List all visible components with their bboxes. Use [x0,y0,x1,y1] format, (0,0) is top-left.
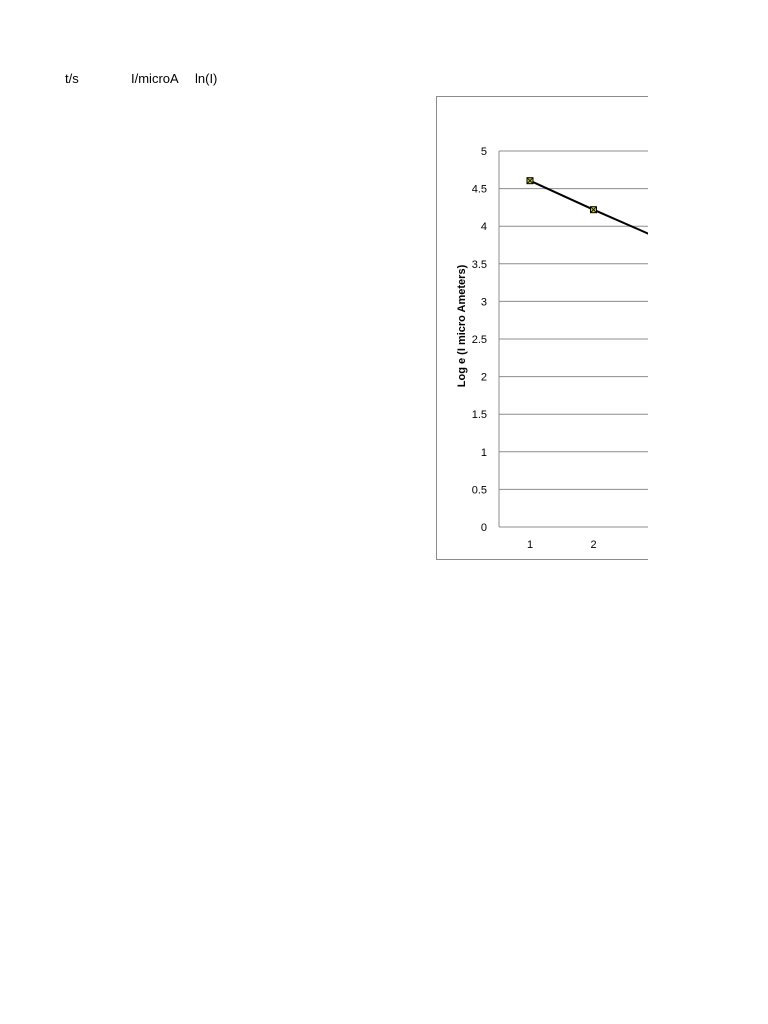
chart-svg [436,96,648,560]
x-tick-label: 1 [526,539,534,551]
y-tick-label: 3.5 [471,258,487,271]
y-tick-label: 2 [480,371,487,384]
chart-area [436,96,648,560]
y-tick-label: 5 [480,146,487,158]
y-tick-label: 4 [480,221,487,234]
header-current: I/microA [131,71,179,86]
header-ln-current: ln(I) [195,71,218,86]
y-tick-label: 3 [480,296,487,309]
x-tick-label: 2 [590,539,597,551]
y-tick-label: 2.5 [471,334,487,346]
y-tick-label: 1 [480,446,487,459]
y-tick-label: 0 [480,522,487,534]
y-axis-title: Log e (I micro Ameters) [456,264,468,388]
y-tick-label: 4.5 [471,183,487,196]
header-time: t/s [65,71,79,86]
chart-border [437,97,649,560]
y-tick-label: 1.5 [471,409,487,422]
series-line [530,181,648,354]
y-tick-label: 0.5 [471,484,487,497]
